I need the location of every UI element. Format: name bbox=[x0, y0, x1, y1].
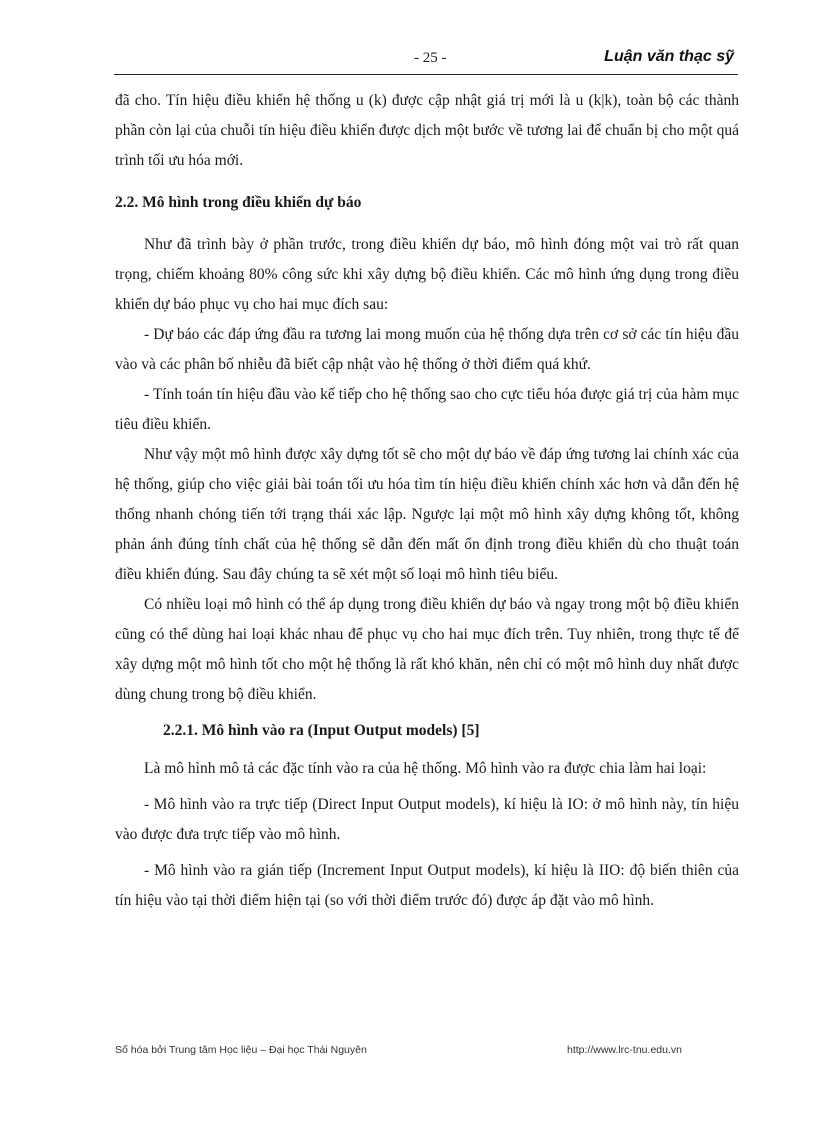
paragraph-model-quality: Như vậy một mô hình được xây dựng tốt sẽ cho một dự báo về đáp ứng tương lai chính xác của hệ thống, giúp cho việc giải bài toán tối ưu hóa tìm tín hiệu điều khiển chính xác hơn và dẫn đến hệ thống nhanh chóng tiến tới trạng thái xác lập. Ngược lại một mô hình xây dựng không tốt, không phản ánh đúng tính chất của hệ thống sẽ dẫn đến mất ổn định trong điều khiển dù cho thuật toán điều khiển đúng. Sau đây chúng ta sẽ xét một số loại mô hình tiêu biểu. bbox=[115, 446, 739, 583]
list-item-prediction: - Dự báo các đáp ứng đầu ra tương lai mong muốn của hệ thống dựa trên cơ sở các tín hiệu đầu vào và các phân bố nhiễu đã biết cập nhật vào hệ thống ở thời điểm quá khứ. bbox=[115, 326, 739, 373]
page-number: - 25 - bbox=[414, 50, 447, 66]
page-footer bbox=[115, 1044, 739, 1062]
paragraph-continuation: đã cho. Tín hiệu điều khiển hệ thống u (k) được cập nhật giá trị mới là u (k|k), toàn bộ các thành phần còn lại của chuỗi tín hiệu điều khiển được dịch một bước về tương lai để chuẩn bị cho một quá trình tối ưu hóa mới. bbox=[115, 92, 739, 169]
footer-digitized-by: Số hóa bởi Trung tâm Học liệu – Đại học Thái Nguyên bbox=[115, 1044, 367, 1056]
footer-url: http://www.lrc-tnu.edu.vn bbox=[567, 1044, 682, 1056]
paragraph-io-model-desc: Là mô hình mô tả các đặc tính vào ra của hệ thống. Mô hình vào ra được chia làm hai loại: bbox=[144, 760, 707, 777]
thesis-label: Luận văn thạc sỹ bbox=[604, 48, 734, 65]
paragraph-intro-models: Như đã trình bày ở phần trước, trong điều khiển dự báo, mô hình đóng một vai trò rất quan trọng, chiếm khoảng 80% công sức khi xây dựng bộ điều khiển. Các mô hình ứng dụng trong điều khiển dự báo phục vụ cho hai mục đích sau: bbox=[115, 236, 739, 313]
subsection-heading-2-2-1: 2.2.1. Mô hình vào ra (Input Output models) [5] bbox=[163, 722, 480, 739]
header-divider bbox=[114, 74, 738, 75]
section-heading-2-2: 2.2. Mô hình trong điều khiển dự báo bbox=[115, 194, 362, 211]
list-item-computation: - Tính toán tín hiệu đầu vào kế tiếp cho hệ thống sao cho cực tiểu hóa được giá trị của hàm mục tiêu điều khiển. bbox=[115, 386, 739, 433]
paragraph-model-types: Có nhiều loại mô hình có thể áp dụng trong điều khiển dự báo và ngay trong một bộ điều khiển cũng có thể dùng hai loại khác nhau để phục vụ cho hai mục đích trên. Tuy nhiên, trong thực tế để xây dựng một mô hình tốt cho một hệ thống là rất khó khăn, nên chỉ có một mô hình duy nhất được dùng chung trong bộ điều khiển. bbox=[115, 596, 739, 703]
list-item-direct-io: - Mô hình vào ra trực tiếp (Direct Input Output models), kí hiệu là IO: ở mô hình này, tín hiệu vào được đưa trực tiếp vào mô hình. bbox=[115, 796, 739, 843]
list-item-increment-io: - Mô hình vào ra gián tiếp (Increment Input Output models), kí hiệu là IIO: độ biến thiên của tín hiệu vào tại thời điểm hiện tại (so với thời điểm trước đó) được áp đặt vào mô hình. bbox=[115, 862, 739, 909]
document-body bbox=[115, 86, 739, 916]
page-header bbox=[114, 46, 738, 74]
